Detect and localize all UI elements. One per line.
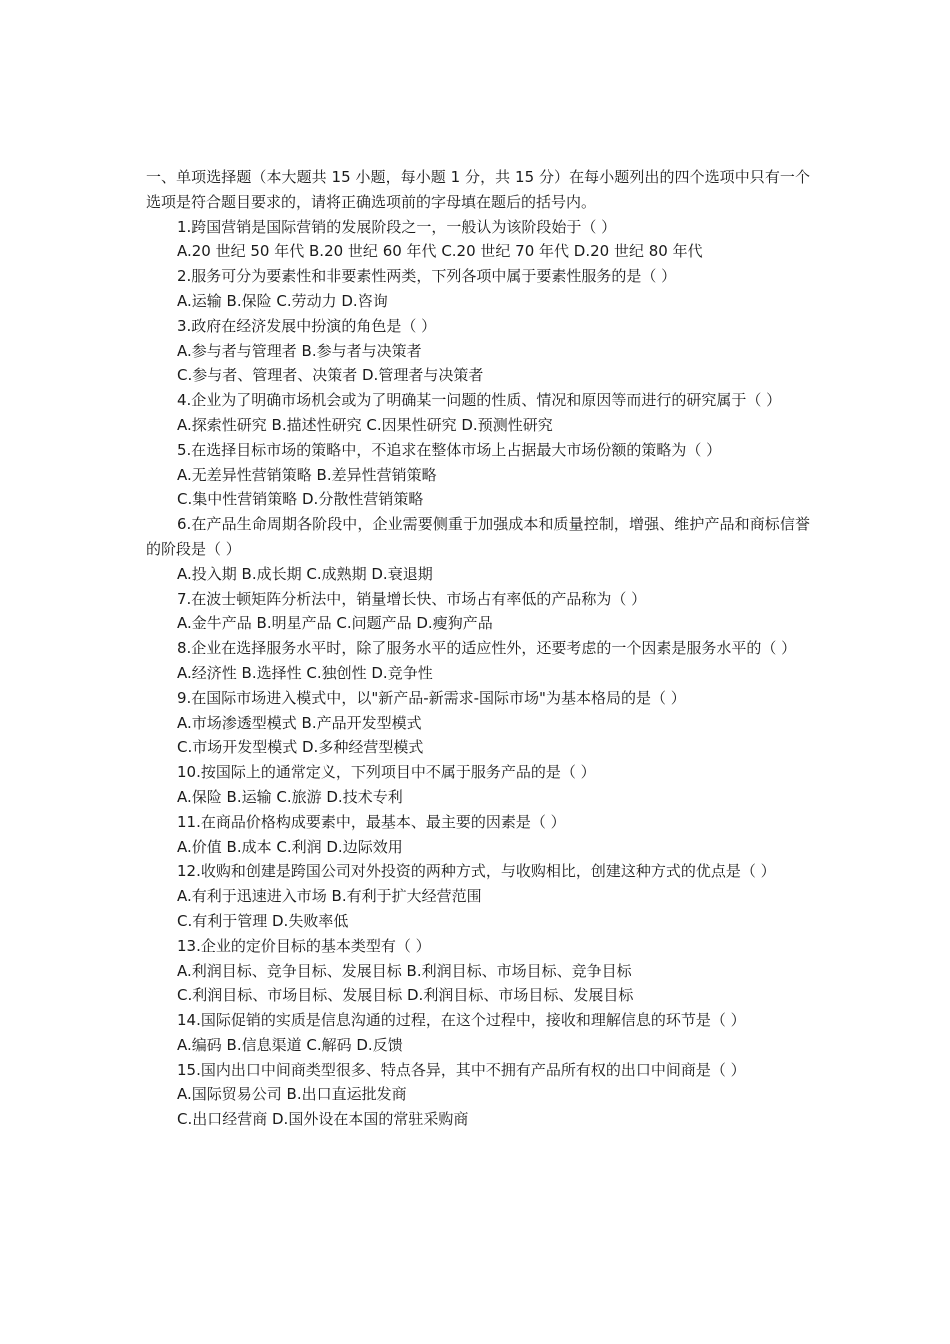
question-stem: 10.按国际上的通常定义，下列项目中不属于服务产品的是（ ） — [177, 763, 596, 782]
question-options: A.探索性研究 B.描述性研究 C.因果性研究 D.预测性研究 — [177, 415, 553, 434]
section-intro: 一、单项选择题（本大题共 15 小题，每小题 1 分，共 15 分）在每小题列出的四个选项中只有一个选项是符合题目要求的，请将正确选项前的字母填在题后的括号内。 — [146, 168, 810, 211]
question-stem: 5.在选择目标市场的策略中，不追求在整体市场上占据最大市场份额的策略为（ ） — [177, 440, 722, 459]
question-options: A.市场渗透型模式 B.产品开发型模式 — [177, 713, 422, 732]
question-options: A.经济性 B.选择性 C.独创性 D.竞争性 — [177, 663, 433, 682]
question-options: C.市场开发型模式 D.多种经营型模式 — [177, 738, 424, 757]
question-stem: 14.国际促销的实质是信息沟通的过程，在这个过程中，接收和理解信息的环节是（ ） — [177, 1011, 746, 1030]
question-stem: 15.国内出口中间商类型很多、特点各异，其中不拥有产品所有权的出口中间商是（ ） — [177, 1060, 746, 1079]
question-options: C.参与者、管理者、决策者 D.管理者与决策者 — [177, 366, 484, 385]
question-options: A.价值 B.成本 C.利润 D.边际效用 — [177, 837, 403, 856]
question-stem: 3.政府在经济发展中扮演的角色是（ ） — [177, 316, 437, 335]
question-options: A.保险 B.运输 C.旅游 D.技术专利 — [177, 787, 403, 806]
question-stem: 6.在产品生命周期各阶段中，企业需要侧重于加强成本和质量控制，增强、维护产品和商标信誉的阶段是（ ） — [146, 515, 810, 558]
question-stem: 1.跨国营销是国际营销的发展阶段之一，一般认为该阶段始于（ ） — [177, 217, 617, 236]
exam-section — [146, 165, 810, 1132]
question-options: A.运输 B.保险 C.劳动力 D.咨询 — [177, 291, 388, 310]
question-options: A.20 世纪 50 年代 B.20 世纪 60 年代 C.20 世纪 70 年代 D.20 世纪 80 年代 — [177, 242, 703, 261]
question-options: A.金牛产品 B.明星产品 C.问题产品 D.瘦狗产品 — [177, 614, 493, 633]
question-stem: 11.在商品价格构成要素中，最基本、最主要的因素是（ ） — [177, 812, 566, 831]
question-options: C.出口经营商 D.国外设在本国的常驻采购商 — [177, 1110, 469, 1129]
question-options: C.有利于管理 D.失败率低 — [177, 911, 349, 930]
question-stem: 9.在国际市场进入模式中，以"新产品-新需求-国际市场"为基本格局的是（ ） — [177, 688, 686, 707]
question-options: A.编码 B.信息渠道 C.解码 D.反馈 — [177, 1035, 403, 1054]
question-stem: 4.企业为了明确市场机会或为了明确某一问题的性质、情况和原因等而进行的研究属于（ ） — [177, 391, 782, 410]
question-options: A.参与者与管理者 B.参与者与决策者 — [177, 341, 422, 360]
question-options: A.有利于迅速进入市场 B.有利于扩大经营范围 — [177, 887, 482, 906]
question-stem: 13.企业的定价目标的基本类型有（ ） — [177, 936, 431, 955]
question-stem: 2.服务可分为要素性和非要素性两类，下列各项中属于要素性服务的是（ ） — [177, 267, 677, 286]
question-stem: 7.在波士顿矩阵分析法中，销量增长快、市场占有率低的产品称为（ ） — [177, 589, 647, 608]
question-options: A.利润目标、竞争目标、发展目标 B.利润目标、市场目标、竞争目标 — [177, 961, 632, 980]
question-options: A.投入期 B.成长期 C.成熟期 D.衰退期 — [177, 564, 433, 583]
question-options: C.集中性营销策略 D.分散性营销策略 — [177, 490, 424, 509]
question-options: C.利润目标、市场目标、发展目标 D.利润目标、市场目标、发展目标 — [177, 986, 634, 1005]
question-stem: 12.收购和创建是跨国公司对外投资的两种方式，与收购相比，创建这种方式的优点是（ ） — [177, 862, 776, 881]
question-stem: 8.企业在选择服务水平时，除了服务水平的适应性外，还要考虑的一个因素是服务水平的（ ） — [177, 639, 797, 658]
question-options: A.国际贸易公司 B.出口直运批发商 — [177, 1085, 407, 1104]
question-options: A.无差异性营销策略 B.差异性营销策略 — [177, 465, 437, 484]
